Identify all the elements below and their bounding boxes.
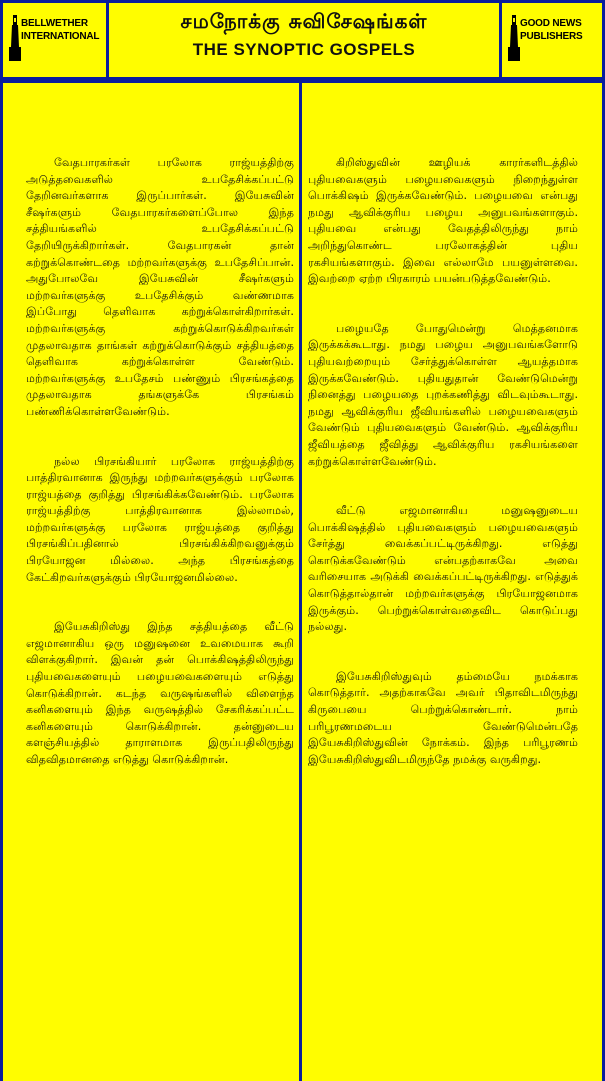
paragraph: இயேசுகிறிஸ்துவும் தம்மையே நமக்காக கொடுத்தார். அதற்காகவே அவர் பிதாவிடமிருந்து கிருபையை பெற்றுக்கொண்டார். நாம் பரிபூரணமடைய வேண்டுமென்பதே இயேசுகிறிஸ்துவின் நோக்கம். இந்த பரிபூரணம் இயேசுகிறிஸ்துவிடமிருந்தே நமக்கு வருகிறது.	[308, 669, 578, 766]
tamil-title: சமநோக்கு சுவிசேஷங்கள்	[180, 9, 428, 33]
paragraph: இயேசுகிறிஸ்து இந்த சத்தியத்தை வீட்டு எஜமானாகிய ஒரு மனுஷனை உவமையாக கூறி விளக்குகிறார். இவன் தன் பொக்கிஷத்திலிருந்து புதியவைகளையும் பழையவைகளையும் எடுத்து கொடுக்கிறான். கடந்த வருஷங்களில் விளைந்த கனிகளையும் இந்த வருஷத்தில் சேகரிக்கப்பட்ட கனிகளையும் கொடுக்கிறான். தன்னுடைய களஞ்சியத்தில் தாராளமாக இருப்பதிலிருந்து விதவிதமானதை எடுத்து கொடுக்கிறான்.	[26, 620, 294, 766]
publisher-logo-left	[3, 3, 109, 77]
paragraph: நல்ல பிரசங்கியார் பரலோக ராஜ்யத்திற்கு பாத்திரவானாக இருந்து மற்றவர்களுக்கும் பரலோக ராஜ்யத்தை குறித்து பிரசங்கிக்கவேண்டும். பரலோக ராஜ்யத்திற்கு பாத்திரவானாக இல்லாமல், மற்றவர்களுக்கு பரலோக ராஜ்யத்தை குறித்து பிரசங்கிப்பதினால் பிரசங்கிக்கிறவனுக்கும் பிரயோஜன மில்லை. அந்த பிரசங்கத்தை கேட்கிறவர்களுக்கும் பிரயோஜனமில்லை.	[26, 454, 294, 584]
right-column	[308, 155, 578, 801]
header-banner	[0, 0, 605, 80]
publisher-logo-right	[502, 3, 602, 77]
paragraph: கிறிஸ்துவின் ஊழியக் காரர்களிடத்தில் புதியவைகளும் பழையவைகளும் நிறைந்துள்ள பொக்கிஷம் இருக்கவேண்டும். பழையவை என்பது நமது ஆவிக்குரிய பழைய அனுபவங்களாகும். புதியவை என்பது வேதத்திலிருந்து நாம் அறிந்துகொண்ட பரலோகத்தின் புதிய ரகசியங்களாகும். இவை எல்லாமே பயனுள்ளவை. இவற்றை ஏற்ற பிரகாரம் பயன்படுத்தவேண்டும்.	[308, 156, 578, 286]
paragraph: வேதபாரகர்கள் பரலோக ராஜ்யத்திற்கு அடுத்தவைகளில் உபதேசிக்கப்பட்டு தேறினவர்களாக இருப்பார்கள். இயேசுவின் சீஷர்களும் வேதபாரகர்களைப்போல இந்த சத்தியங்களில் உபதேசிக்கப்பட்டு தேறியிருக்கிறார்கள். வேதபாரகன் தான் கற்றுக்கொண்டதை மற்றவர்களுக்கு உபதேசிப்பான். அதுபோலவே இயேசுவின் சீஷர்களும் மற்றவர்களுக்கு உபதேசிக்கும் வண்ணமாக இப்போது தெளிவாக கற்றுக்கொள்கிறார்கள். மற்றவர்களுக்கு கற்றுக்கொடுக்கிறவர்கள் முதலாவதாக தாங்கள் கற்றுக்கொடுக்கும் சத்தியத்தை தெளிவாக கற்றுக்கொள்ள வேண்டும். மற்றவர்களுக்கு உபதேசம் பண்ணும் பிரசங்கத்தை முதலாவதாக தங்களுக்கே பிரசங்கம் பண்ணிக்கொள்ளவேண்டும்.	[26, 156, 294, 418]
title-block	[109, 3, 502, 77]
column-divider	[299, 80, 302, 1081]
english-title: THE SYNOPTIC GOSPELS	[192, 40, 416, 59]
paragraph: பழையதே போதுமென்று மெத்தனமாக இருக்கக்கூடாது. நமது பழைய அனுபவங்களோடு புதியவற்றையும் சேர்த்துக்கொள்ள ஆயத்தமாக இருக்கவேண்டும். புதியதுதான் வேண்டுமென்று நினைத்து பழையதை புறக்கணித்து விடவும்கூடாது. நமது ஆவிக்குரிய ஜீவியங்களில் பழையவைகளும் வேண்டும் புதியவைகளும் வேண்டும். ஆவிக்குரிய ஜீவியத்தை ஜீவித்து ஆவிக்குரிய ரகசியங்களை கற்றுக்கொள்ளவேண்டும்.	[308, 321, 578, 468]
right-logo-text: GOOD NEWS PUBLISHERS	[520, 18, 583, 42]
tower-logo-icon	[508, 15, 520, 61]
tower-logo-icon	[9, 15, 21, 61]
left-column	[26, 155, 294, 802]
paragraph: வீட்டு எஜமானாகிய மனுஷனுடைய பொக்கிஷத்தில் புதியவைகளும் பழையவைகளும் சேர்த்து வைக்கப்பட்டிருக்கிறது. எடுத்து கொடுக்கவேண்டும் என்பதற்காகவே அவை வரிசையாக அடுக்கி வைக்கப்பட்டிருக்கிறது. எடுத்துக் கொடுத்தால்தான் மற்றவர்களுக்கு பிரயோஜனமாக இருக்கும். பெற்றுக்கொள்வதைவிட கொடுப்பது நல்லது.	[308, 504, 578, 634]
left-logo-text: BELLWETHER INTERNATIONAL	[21, 18, 100, 42]
